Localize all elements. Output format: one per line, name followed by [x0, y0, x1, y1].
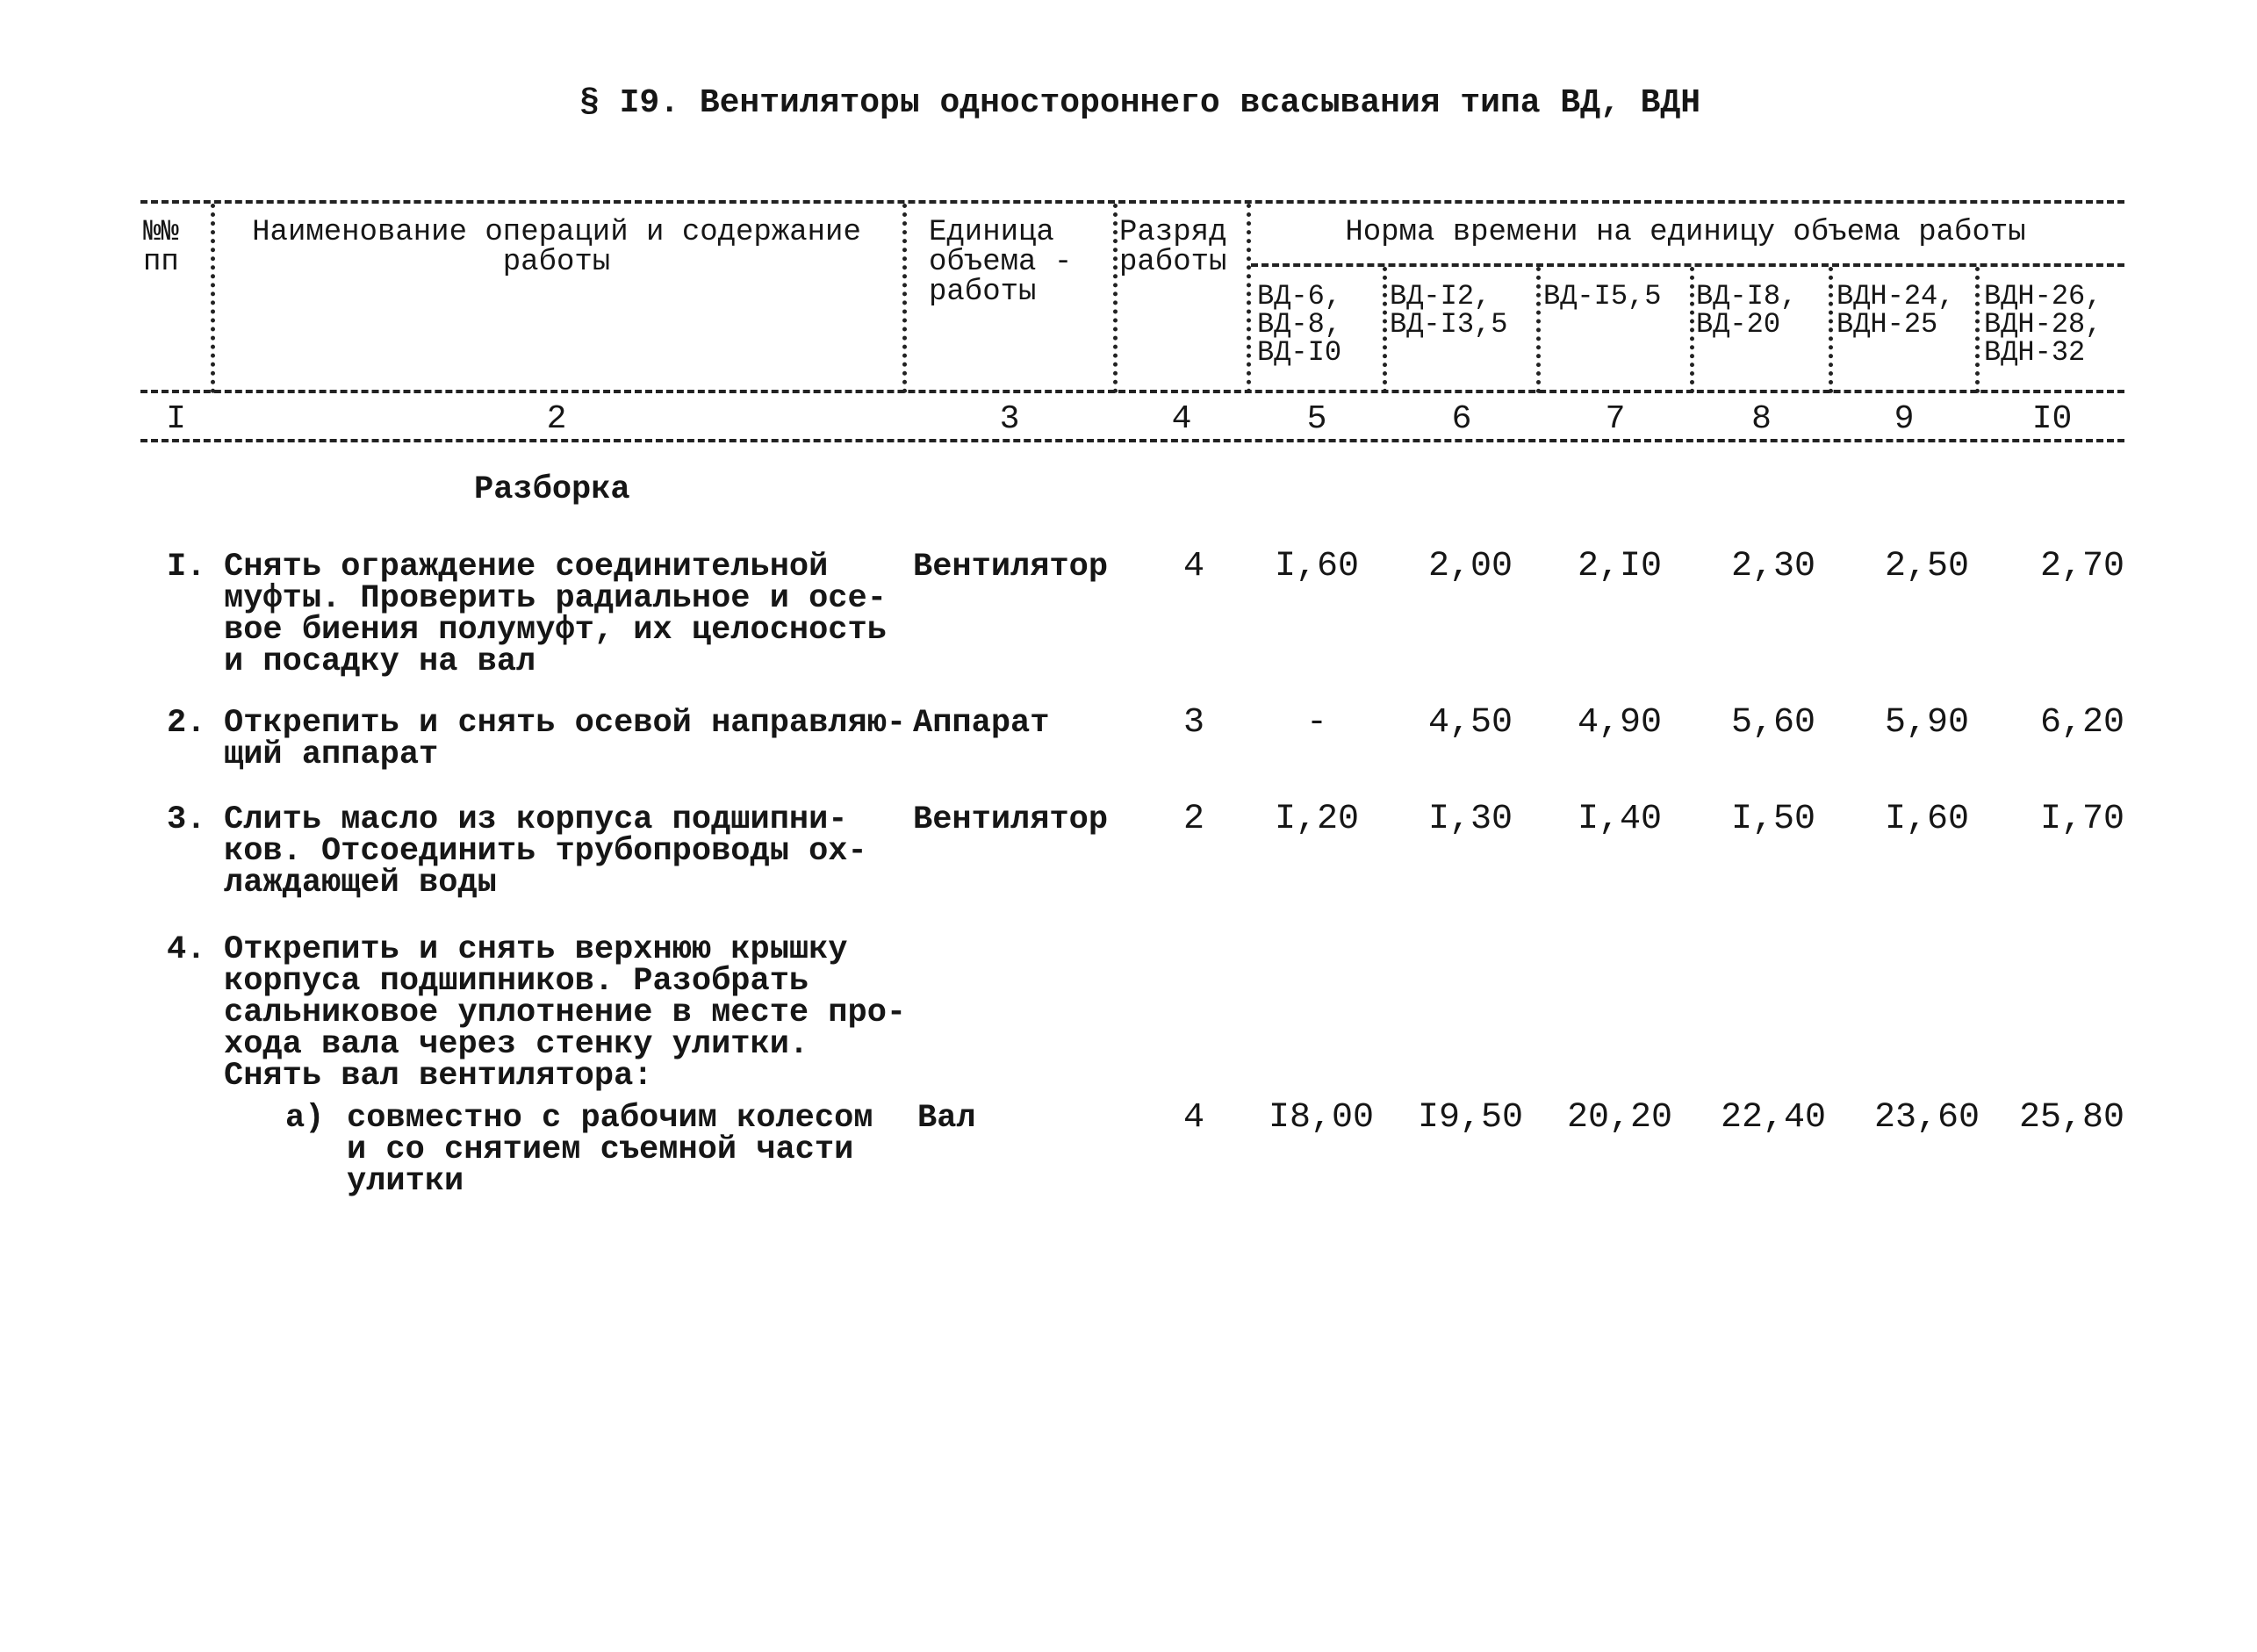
row-text: Снять ограждение соединительной муфты. Проверить радиальное и осе- вое биения полумуфт, их целосность и посадку на вал: [224, 549, 887, 680]
row-number: 3.: [167, 801, 206, 838]
subrow-value: 25,80: [2018, 1098, 2124, 1138]
colnum-1: I: [166, 400, 186, 438]
row-text: Слить масло из корпуса подшипни- ков. Отсоединить трубопроводы ох- лаждающей воды: [224, 801, 867, 901]
row-value: I,60: [1274, 547, 1359, 586]
header-col-unit: Единица объема - работы: [929, 216, 1073, 309]
row-value: 5,60: [1730, 703, 1815, 743]
col-divider-2: [902, 204, 907, 393]
header-sub-5: ВД-6, ВД-8, ВД-I0: [1257, 280, 1342, 369]
colnum-8: 8: [1751, 400, 1772, 438]
header-sub-8: ВД-I8, ВД-20: [1696, 280, 1798, 341]
header-sub-6: ВД-I2, ВД-I3,5: [1390, 280, 1508, 341]
subrow-value: 23,60: [1873, 1098, 1980, 1138]
col-divider-6: [1536, 267, 1541, 393]
colnum-2: 2: [546, 400, 567, 438]
row-value: 2,70: [2039, 547, 2124, 586]
row-value: I,50: [1730, 800, 1815, 839]
row-value: 2,30: [1730, 547, 1815, 586]
row-grade: 4: [1182, 547, 1204, 586]
col-divider-5: [1383, 267, 1387, 393]
col-divider-9: [1975, 267, 1980, 393]
row-grade: 2: [1182, 800, 1204, 839]
row-number: 2.: [167, 705, 206, 742]
colnum-10: I0: [2031, 400, 2073, 438]
row-value: 4,50: [1427, 703, 1513, 743]
row-value: 4,90: [1577, 703, 1662, 743]
colnum-9: 9: [1894, 400, 1915, 438]
row-value: -: [1305, 703, 1327, 743]
header-bottom-rule: [140, 390, 2124, 393]
row-value: I,60: [1884, 800, 1969, 839]
row-grade: 3: [1182, 703, 1204, 743]
header-col-name: Наименование операций и содержание работы: [252, 216, 861, 279]
subrow-grade: 4: [1182, 1098, 1204, 1138]
row-value: 5,90: [1884, 703, 1969, 743]
row-number: I.: [167, 549, 206, 585]
subrow-unit: Вал: [917, 1100, 976, 1137]
colnum-7: 7: [1605, 400, 1626, 438]
header-norm: Норма времени на единицу объема работы: [1345, 216, 2026, 249]
row-text: Открепить и снять верхнюю крышку корпуса подшипников. Разобрать сальниковое уплотнение в месте про- хода вала через стенку улитки. Снять вал вентилятора:: [224, 931, 907, 1095]
section-heading: Разборка: [474, 471, 630, 508]
header-sub-7: ВД-I5,5: [1543, 280, 1662, 312]
colnum-3: 3: [999, 400, 1020, 438]
row-value: 2,00: [1427, 547, 1513, 586]
row-unit: Аппарат: [913, 705, 1050, 742]
col-divider-7: [1690, 267, 1694, 393]
row-unit: Вентилятор: [913, 549, 1109, 585]
row-value: I,30: [1427, 800, 1513, 839]
row-text: Открепить и снять осевой направляю- щий аппарат: [224, 705, 907, 773]
col-divider-8: [1829, 267, 1833, 393]
colnum-5: 5: [1306, 400, 1327, 438]
page-title: § I9. Вентиляторы одностороннего всасывания типа ВД, ВДН: [579, 84, 1701, 122]
colnum-rule: [140, 439, 2124, 442]
col-divider-3: [1113, 204, 1118, 393]
row-value: 6,20: [2039, 703, 2124, 743]
subrow-value: 20,20: [1566, 1098, 1673, 1138]
subrow-value: 22,40: [1720, 1098, 1827, 1138]
row-value: 2,50: [1884, 547, 1969, 586]
subrow-label: а): [285, 1100, 325, 1137]
header-col-grade: Разряд работы: [1119, 216, 1227, 279]
row-value: I,20: [1274, 800, 1359, 839]
row-number: 4.: [167, 931, 206, 968]
header-top-rule: [140, 200, 2124, 204]
header-sub-10: ВДН-26, ВДН-28, ВДН-32: [1984, 280, 2102, 369]
colnum-6: 6: [1451, 400, 1472, 438]
row-value: 2,I0: [1577, 547, 1662, 586]
header-col-number: №№ пп: [143, 216, 179, 279]
row-value: I,40: [1577, 800, 1662, 839]
header-sub-9: ВДН-24, ВДН-25: [1837, 280, 1955, 341]
subrow-value: I8,00: [1268, 1098, 1375, 1138]
row-value: I,70: [2039, 800, 2124, 839]
subrow-value: I9,50: [1417, 1098, 1524, 1138]
row-unit: Вентилятор: [913, 801, 1109, 838]
colnum-4: 4: [1171, 400, 1192, 438]
subrow-text: совместно с рабочим колесом и со снятием съемной части улитки: [347, 1100, 873, 1200]
